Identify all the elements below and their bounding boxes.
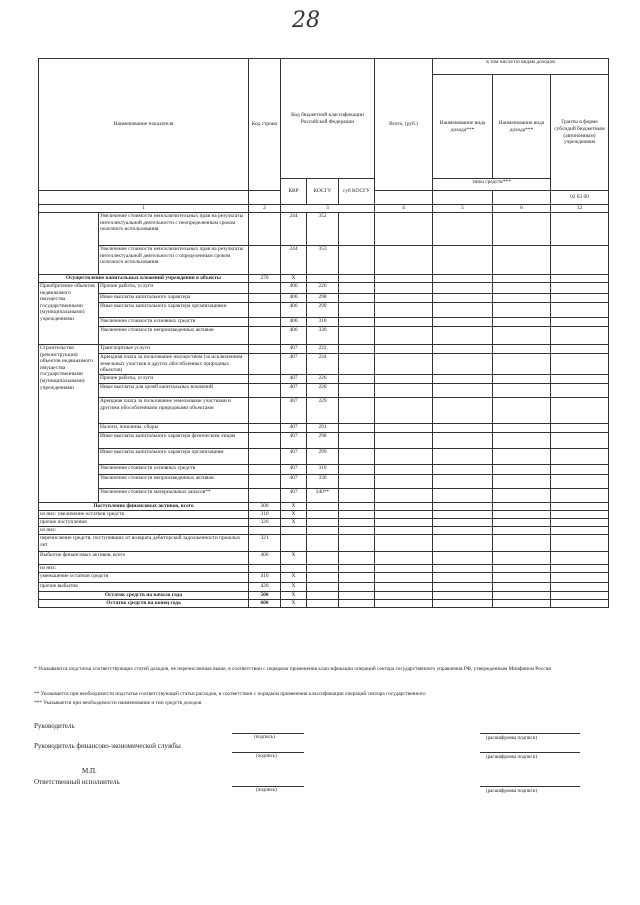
row-kosgu: 330 [307,327,339,345]
row-code: 300 [249,503,281,511]
row-kvr: X [281,573,307,583]
row-kvr: 407 [281,489,307,503]
row-kvr: X [281,600,307,608]
row-kvr: 406 [281,318,307,327]
row-kosgu: 224 [307,354,339,375]
table-row [39,573,609,583]
row-code: 500 [249,592,281,600]
row-label: Остаток средств на начало года [39,592,249,600]
row-label: из них: [39,527,249,535]
row-kvr: 407 [281,384,307,398]
table-row [39,294,609,303]
decode-caption-exec: (расшифровка подписи) [486,789,538,794]
row-kvr [281,535,307,552]
header-kosgu: КОСГУ [307,179,339,205]
row-label: Арендная плата за пользование земельными участками и другими обособленными природными объектами [99,398,249,424]
table-row [39,565,609,573]
table-row [39,424,609,433]
row-label: Осуществление капитальных вложений учреждения в объекты [39,275,249,283]
header-h12: Гранты в форме субсидий бюджетным (автономным) учреждениям [551,75,609,191]
table-row [39,213,609,246]
table-row [39,465,609,475]
row-kosgu: 299 [307,449,339,465]
row-code: 420 [249,583,281,592]
decode-line [480,786,580,787]
row-label: Арендная плата за пользование имуществом (за исключением земельных участков и других обособленных природных объектов) [99,354,249,375]
table-row [39,398,609,424]
table-row [39,384,609,398]
table-row [39,511,609,519]
row-label: из них: увеличение остатков средств [39,511,249,519]
header-h5-code [433,191,493,205]
row-kvr: 244 [281,246,307,275]
plan-table [38,58,609,608]
row-code: 270 [249,275,281,283]
row-code: 310 [249,511,281,519]
row-code: 400 [249,552,281,565]
group-label-acquisition: Приобретение объектов недвижимого имущества государственными (муниципальными) учреждениями [39,283,99,345]
row-kvr: 407 [281,449,307,465]
row-kvr: 407 [281,354,307,375]
colnum-5: 5 [433,205,493,213]
row-code [249,527,281,535]
signature-caption: (подпись) [254,735,275,740]
signature-head-label: Руководитель [34,722,75,730]
table-row [39,275,609,283]
row-label: Увеличение стоимости неисключительных прав на результаты интеллектуальной деятельности с определенным сроком полезного использования [99,246,249,275]
decode-caption-fin: (расшифровка подписи) [486,755,538,760]
row-label: Иные выплаты капитального характера организациям [99,449,249,465]
table-row [39,345,609,354]
row-label: прочие поступления [39,519,249,527]
row-kvr: 407 [281,433,307,449]
row-kvr: 407 [281,465,307,475]
signature-line [232,733,304,734]
table-row [39,375,609,384]
signature-caption: (подпись) [256,788,277,793]
row-label: Увеличение стоимости неисключительных прав на результаты интеллектуальной деятельности с неопределенным сроком полезного использования [99,213,249,246]
row-code: 600 [249,600,281,608]
header-kbk: Код бюджетной классификации Российской Федерации [281,59,375,179]
row-label: Увеличение стоимости основных средств [99,318,249,327]
signature-fin-label: Руководитель финансово-экономической службы [34,742,181,750]
row-kvr: 407 [281,475,307,489]
row-code: 321 [249,535,281,552]
header-total-cont [375,191,433,205]
row-kvr: 406 [281,327,307,345]
table-row [39,449,609,465]
header-code: Код строки [249,59,281,191]
colnum-6: 6 [493,205,551,213]
footnote-1: * Указываются подстатьи соответствующих статей доходов, не перечисленные выше, в соответствии с порядком применения классификации операций сектора государственного управления РФ, утвержденным Минфином России [34,666,552,672]
row-kosgu: 222 [307,345,339,354]
row-kosgu: 330 [307,475,339,489]
decode-line [480,752,580,753]
row-label: Иные выплаты для целей капитальных вложений [99,384,249,398]
header-total: Всего, (руб.) [375,59,433,191]
table-row [39,503,609,511]
row-kvr: X [281,583,307,592]
row-kosgu: 229 [307,398,339,424]
page-number: 28 [292,8,320,33]
row-group-blank [39,213,99,275]
row-label: уменьшение остатков средств [39,573,249,583]
row-kvr: X [281,503,307,511]
table-row [39,283,609,294]
row-kvr: X [281,519,307,527]
row-kvr: 407 [281,375,307,384]
table-row [39,246,609,275]
row-kosgu: 226 [307,375,339,384]
table-row [39,303,609,318]
row-kvr [281,527,307,535]
row-kosgu: 228 [307,384,339,398]
footnote-3: *** Указывается при необходимости наименование и тип средств доходов [34,700,202,706]
header-h6-code [493,191,551,205]
row-kvr: 407 [281,398,307,424]
row-label: Поступление финансовых активов, всего [39,503,249,511]
table-row [39,433,609,449]
header-kvr: КВР [281,179,307,205]
signature-line [232,786,304,787]
row-label: из них: [39,565,249,573]
table-row [39,354,609,375]
row-kvr: X [281,275,307,283]
header-types: типы средств*** [433,179,551,191]
row-label: Иные выплаты капитального характера [99,294,249,303]
row-label: Увеличение стоимости непроизведенных активов [99,327,249,345]
row-label: Транспортные услуги [99,345,249,354]
table-row [39,592,609,600]
row-kosgu: 298 [307,433,339,449]
colnum-2: 2 [249,205,281,213]
row-code: 410 [249,573,281,583]
table-row [39,583,609,592]
row-kvr: 407 [281,345,307,354]
row-kosgu: 226 [307,283,339,294]
row-code [249,565,281,573]
header-incl: в том числе по видам доходов [433,59,609,75]
row-kvr: 406 [281,283,307,294]
group-label-construction: Строительство (реконструкция) объектов недвижимого имущества государственными (муниципальными) учреждениями [39,345,99,503]
table-row [39,552,609,565]
row-label: Остаток средств на конец года [39,600,249,608]
colnum-3: 3 [281,205,375,213]
row-label: прочие выбытия [39,583,249,592]
row-kvr [281,565,307,573]
row-label: Прочие работы, услуги [99,283,249,294]
row-label: перечисление средств, поступивших от возврата дебиторской задолженности прошлых лет [39,535,249,552]
row-kosgu: 352 [307,213,339,246]
row-kosgu: 340** [307,489,339,503]
signature-caption: (подпись) [256,754,277,759]
row-kvr: X [281,511,307,519]
table-row [39,327,609,345]
colnum-4: 4 [375,205,433,213]
footnote-2: ** Указывается при необходимости подстатья соответствующей статьи расходов, в соответствии с порядком применения классификации операций сектора государственного [34,691,426,697]
row-kosgu: 299 [307,303,339,318]
decode-caption-head: (расшифровка подписи) [486,736,538,741]
table-row [39,489,609,503]
row-label: Увеличение стоимости основных средств [99,465,249,475]
row-kosgu: 291 [307,424,339,433]
colnum-1: 1 [39,205,249,213]
seal-label: М.П. [82,767,97,775]
row-label: Увеличение стоимости материальных запасов** [99,489,249,503]
row-kosgu: 298 [307,294,339,303]
table-row [39,535,609,552]
colnum-12: 12 [551,205,609,213]
header-name: Наименование показателя [39,59,249,191]
row-label: Выбытие финансовых активов, всего [39,552,249,565]
row-kosgu: 353 [307,246,339,275]
row-label: Налоги, пошлины, сборы [99,424,249,433]
row-kvr: X [281,552,307,565]
row-kvr: 406 [281,294,307,303]
table-row [39,527,609,535]
table-row [39,600,609,608]
row-kosgu: 310 [307,318,339,327]
header-h6: Наименование вида дохода*** [493,75,551,179]
row-label: Увеличение стоимости непроизведенных активов [99,475,249,489]
row-kvr: 244 [281,213,307,246]
header-subkosgu: суб КОСГУ [339,179,375,205]
row-kvr: 407 [281,424,307,433]
row-kvr: X [281,592,307,600]
header-name-cont [39,191,249,205]
row-label: Иные выплаты капитального характера организациями [99,303,249,318]
header-h5: Наименование вида дохода*** [433,75,493,179]
header-code0203: 02 03 00 [551,191,609,205]
decode-line [480,733,580,734]
row-kvr: 406 [281,303,307,318]
table-row [39,475,609,489]
row-label: Прочие работы, услуги [99,375,249,384]
table-row [39,318,609,327]
signature-line [232,752,304,753]
row-label: Иные выплаты капитального характера физическим лицам [99,433,249,449]
row-kosgu: 310 [307,465,339,475]
signature-exec-label: Ответственный исполнитель [34,778,120,786]
table-row [39,519,609,527]
header-code-cont [249,191,281,205]
row-code: 320 [249,519,281,527]
